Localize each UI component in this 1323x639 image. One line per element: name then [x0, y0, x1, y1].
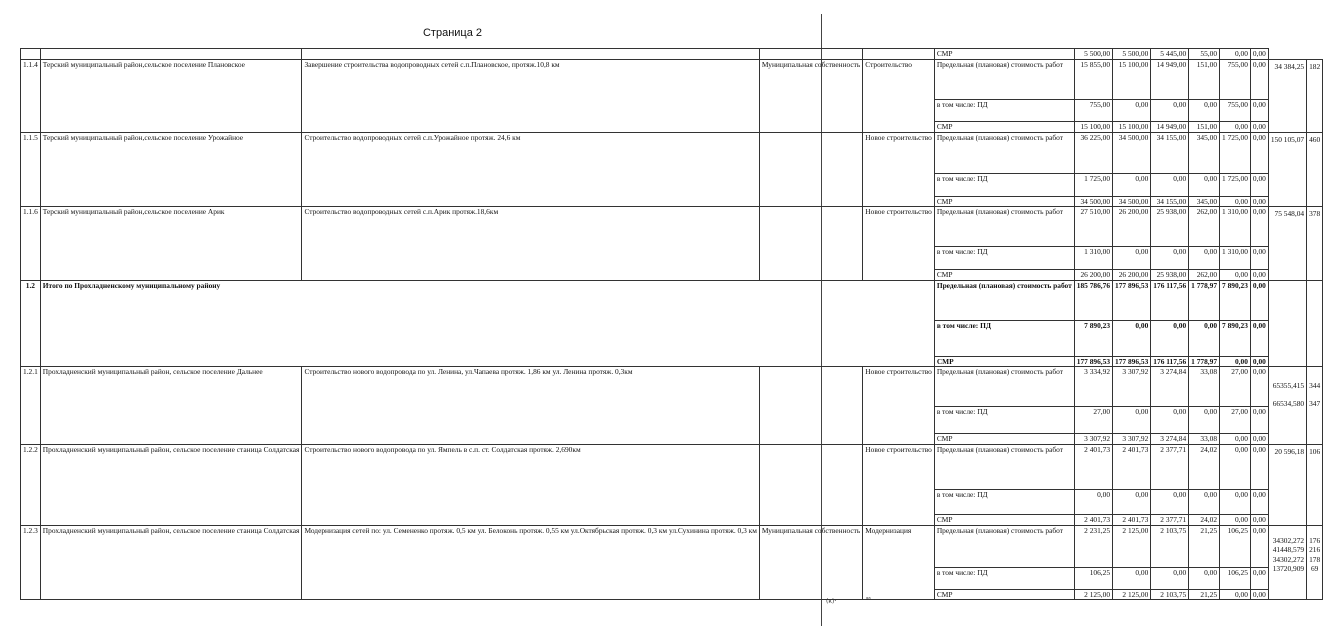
- value-cell: 0,00: [1151, 100, 1189, 122]
- row-number: 1.1.6: [21, 207, 41, 281]
- last-cell: [1307, 60, 1323, 133]
- value-cell: 0,00: [1250, 247, 1268, 270]
- code-value: 178: [1309, 554, 1321, 564]
- object-row: [21, 132, 1323, 173]
- value-cell: 0,00: [1250, 270, 1268, 281]
- value-cell: 755,00: [1220, 100, 1251, 122]
- value-cell: 0,00: [1220, 196, 1251, 207]
- object-row: [21, 367, 1323, 407]
- extra-cell: [1268, 207, 1306, 281]
- value-cell: 7 890,23: [1074, 320, 1112, 356]
- value-cell: 1 778,97: [1189, 356, 1220, 367]
- value-cell: 0,00: [1250, 514, 1268, 525]
- value-cell: 0,00: [1113, 247, 1151, 270]
- value-cell: 0,00: [1250, 280, 1268, 320]
- empty-cell: [1307, 49, 1323, 60]
- value-cell: 0,00: [1250, 444, 1268, 489]
- value-cell: 0,00: [1250, 320, 1268, 356]
- value-cell: 3 307,92: [1113, 434, 1151, 445]
- value-cell: 34 500,00: [1113, 196, 1151, 207]
- table-body: [21, 49, 1323, 600]
- value-cell: 0,00: [1113, 173, 1151, 196]
- cost-value: 150 105,07: [1270, 134, 1305, 144]
- value-cell: 0,00: [1250, 100, 1268, 122]
- value-cell: 0,00: [1220, 489, 1251, 514]
- value-cell: 0,00: [1250, 122, 1268, 133]
- value-cell: 27,00: [1220, 407, 1251, 434]
- value-cell: 0,00: [1250, 356, 1268, 367]
- last-cell: [1307, 207, 1323, 281]
- object-cell: Строительство нового водопровода по ул. Ленина, ул.Чапаева протяж. 1,86 км ул. Ленина протяж. 0,3км: [302, 367, 759, 445]
- row-number: 1.1.4: [21, 60, 41, 133]
- extra-cell: [1268, 525, 1306, 600]
- stage-label: в том числе: ПД: [934, 247, 1074, 270]
- value-cell: 0,00: [1250, 207, 1268, 247]
- code-value: 182: [1309, 62, 1321, 71]
- value-cell: 177 896,53: [1113, 280, 1151, 320]
- value-cell: 7 890,23: [1220, 320, 1251, 356]
- value-cell: 0,00: [1220, 444, 1251, 489]
- last-cell: [1307, 525, 1323, 600]
- value-cell: 0,00: [1189, 489, 1220, 514]
- row-number: 1.2.1: [21, 367, 41, 445]
- object-row: [21, 207, 1323, 247]
- value-cell: 15 855,00: [1074, 60, 1112, 100]
- value-cell: 2 377,71: [1151, 444, 1189, 489]
- value-cell: 0,00: [1220, 356, 1251, 367]
- cost-value: 13720,909: [1272, 564, 1305, 574]
- value-cell: 0,00: [1250, 49, 1268, 60]
- value-cell: 1 725,00: [1074, 173, 1112, 196]
- last-cell: [1307, 444, 1323, 525]
- row-number: 1.2.2: [21, 444, 41, 525]
- kind-cell: Модернизация: [863, 525, 935, 600]
- stage-label: СМР: [934, 49, 1074, 60]
- value-cell: 0,00: [1151, 567, 1189, 589]
- value-cell: 0,00: [1189, 320, 1220, 356]
- value-cell: 3 334,92: [1074, 367, 1112, 407]
- value-cell: 1 310,00: [1220, 207, 1251, 247]
- row-number: 1.2: [21, 280, 41, 367]
- extra-cell: [1268, 367, 1306, 445]
- ownership-cell: [759, 207, 862, 281]
- cost-value: 65355,415: [1272, 381, 1305, 391]
- code-value: 176: [1309, 535, 1321, 545]
- value-cell: 1 310,00: [1220, 247, 1251, 270]
- ownership-cell: [759, 132, 862, 207]
- value-cell: 177 896,53: [1113, 356, 1151, 367]
- value-cell: 0,00: [1250, 173, 1268, 196]
- code-value: 69: [1310, 564, 1319, 574]
- stage-label: Предельная (плановая) стоимость работ: [934, 60, 1074, 100]
- stage-label: в том числе: ПД: [934, 407, 1074, 434]
- continuation-row: [21, 49, 1323, 60]
- value-cell: 2 401,73: [1113, 514, 1151, 525]
- value-cell: 262,00: [1189, 270, 1220, 281]
- value-cell: 0,00: [1250, 434, 1268, 445]
- total-row: [21, 280, 1323, 320]
- value-cell: 3 307,92: [1074, 434, 1112, 445]
- object-cell: Строительство нового водопровода по ул. Ямпель в с.п. ст. Солдатская протяж. 2,690км: [302, 444, 759, 525]
- value-cell: 0,00: [1250, 407, 1268, 434]
- value-cell: 1 310,00: [1074, 247, 1112, 270]
- stage-label: в том числе: ПД: [934, 100, 1074, 122]
- object-cell: Завершение строительства водопроводных сетей с.п.Плановское, протяж.10,8 км: [302, 60, 759, 133]
- cost-value: 34302,272: [1272, 535, 1305, 545]
- value-cell: 0,00: [1189, 407, 1220, 434]
- value-cell: 15 100,00: [1113, 60, 1151, 100]
- stage-label: в том числе: ПД: [934, 173, 1074, 196]
- stage-label: Предельная (плановая) стоимость работ: [934, 280, 1074, 320]
- code-value: 106: [1309, 446, 1321, 456]
- value-cell: 25 938,00: [1151, 207, 1189, 247]
- value-cell: 15 100,00: [1074, 122, 1112, 133]
- owner-cell: Прохладненский муниципальный район, сельское поселение станица Солдатская: [40, 444, 302, 525]
- value-cell: 0,00: [1250, 196, 1268, 207]
- stage-label: Предельная (плановая) стоимость работ: [934, 367, 1074, 407]
- value-cell: 3 274,84: [1151, 367, 1189, 407]
- value-cell: 2 231,25: [1074, 525, 1112, 567]
- object-row: [21, 444, 1323, 489]
- stage-label: Предельная (плановая) стоимость работ: [934, 444, 1074, 489]
- empty-cell: [759, 49, 862, 60]
- stage-label: СМР: [934, 270, 1074, 281]
- value-cell: 34 155,00: [1151, 196, 1189, 207]
- value-cell: 0,00: [1250, 132, 1268, 173]
- value-cell: 5 500,00: [1113, 49, 1151, 60]
- value-cell: 1 725,00: [1220, 173, 1251, 196]
- value-cell: 33,08: [1189, 434, 1220, 445]
- value-cell: 345,00: [1189, 132, 1220, 173]
- owner-cell: Прохладненский муниципальный район, сельское поселение Дальнее: [40, 367, 302, 445]
- value-cell: 0,00: [1113, 407, 1151, 434]
- code-value: 378: [1309, 209, 1321, 219]
- owner-cell: Терский муниципальный район,сельское поселение Урожайное: [40, 132, 302, 207]
- object-row: [21, 525, 1323, 567]
- value-cell: 0,00: [1220, 122, 1251, 133]
- row-number: 1.1.5: [21, 132, 41, 207]
- value-cell: 34 500,00: [1113, 132, 1151, 173]
- value-cell: 0,00: [1220, 434, 1251, 445]
- value-cell: 27,00: [1220, 367, 1251, 407]
- cost-value: 75 548,04: [1274, 209, 1305, 219]
- row-number: 1.2.3: [21, 525, 41, 600]
- owner-cell: Терский муниципальный район,сельское поселение Арик: [40, 207, 302, 281]
- kind-cell: Новое строительство: [863, 367, 935, 445]
- value-cell: 0,00: [1220, 49, 1251, 60]
- value-cell: 5 445,00: [1151, 49, 1189, 60]
- value-cell: 0,00: [1113, 489, 1151, 514]
- value-cell: 151,00: [1189, 60, 1220, 100]
- value-cell: 0,00: [1189, 100, 1220, 122]
- value-cell: 0,00: [1250, 489, 1268, 514]
- stage-label: Предельная (плановая) стоимость работ: [934, 132, 1074, 173]
- value-cell: 55,00: [1189, 49, 1220, 60]
- ownership-cell: [759, 367, 862, 445]
- value-cell: 27,00: [1074, 407, 1112, 434]
- value-cell: 3 274,84: [1151, 434, 1189, 445]
- value-cell: 3 307,92: [1113, 367, 1151, 407]
- value-cell: 0,00: [1220, 270, 1251, 281]
- value-cell: 24,02: [1189, 444, 1220, 489]
- value-cell: 34 500,00: [1074, 196, 1112, 207]
- object-row: [21, 60, 1323, 100]
- value-cell: 33,08: [1189, 367, 1220, 407]
- stage-label: Предельная (плановая) стоимость работ: [934, 525, 1074, 567]
- value-cell: 14 949,00: [1151, 122, 1189, 133]
- value-cell: 2 401,73: [1074, 444, 1112, 489]
- value-cell: 0,00: [1151, 247, 1189, 270]
- value-cell: 262,00: [1189, 207, 1220, 247]
- value-cell: 27 510,00: [1074, 207, 1112, 247]
- stage-label: СМР: [934, 434, 1074, 445]
- value-cell: 0,00: [1151, 489, 1189, 514]
- kind-cell: Строительство: [863, 60, 935, 133]
- value-cell: 2 103,75: [1151, 525, 1189, 567]
- empty-cell: [302, 49, 759, 60]
- empty-cell: [40, 49, 302, 60]
- value-cell: 177 896,53: [1074, 356, 1112, 367]
- kind-cell: Новое строительство: [863, 132, 935, 207]
- value-cell: 26 200,00: [1074, 270, 1112, 281]
- value-cell: 26 200,00: [1113, 207, 1151, 247]
- value-cell: 106,25: [1074, 567, 1112, 589]
- kind-cell: Новое строительство: [863, 207, 935, 281]
- value-cell: 21,25: [1189, 589, 1220, 600]
- value-cell: 36 225,00: [1074, 132, 1112, 173]
- last-cell: [1307, 367, 1323, 445]
- object-cell: Строительство водопроводных сетей с.п.Арик протяж.18,6км: [302, 207, 759, 281]
- value-cell: 2 125,00: [1113, 525, 1151, 567]
- value-cell: 106,25: [1220, 525, 1251, 567]
- last-cell: [1307, 132, 1323, 207]
- stage-label: в том числе: ПД: [934, 567, 1074, 589]
- cost-value: 34 384,25: [1274, 62, 1305, 71]
- value-cell: 2 401,73: [1074, 514, 1112, 525]
- code-value: 347: [1309, 398, 1321, 408]
- value-cell: 0,00: [1151, 407, 1189, 434]
- value-cell: 0,00: [1220, 589, 1251, 600]
- value-cell: 0,00: [1189, 173, 1220, 196]
- cost-value: 66534,580: [1272, 398, 1305, 408]
- value-cell: 2 125,00: [1074, 589, 1112, 600]
- value-cell: 185 786,76: [1074, 280, 1112, 320]
- value-cell: 26 200,00: [1113, 270, 1151, 281]
- stage-label: в том числе: ПД: [934, 489, 1074, 514]
- cost-value: 20 596,18: [1274, 446, 1305, 456]
- stage-label: СМР: [934, 589, 1074, 600]
- value-cell: 0,00: [1220, 514, 1251, 525]
- kind-cell: Новое строительство: [863, 444, 935, 525]
- value-cell: 2 125,00: [1113, 589, 1151, 600]
- value-cell: 0,00: [1151, 320, 1189, 356]
- value-cell: 0,00: [1250, 589, 1268, 600]
- stage-label: СМР: [934, 514, 1074, 525]
- stage-label: СМР: [934, 356, 1074, 367]
- stage-label: СМР: [934, 122, 1074, 133]
- value-cell: 0,00: [1250, 367, 1268, 407]
- code-value: 460: [1309, 134, 1321, 144]
- handwritten-mark: (к)ᵛ: [826, 598, 837, 605]
- value-cell: 0,00: [1113, 320, 1151, 356]
- value-cell: 15 100,00: [1113, 122, 1151, 133]
- value-cell: 0,00: [1151, 173, 1189, 196]
- cost-value: 34302,272: [1272, 554, 1305, 564]
- stage-label: СМР: [934, 196, 1074, 207]
- value-cell: 176 117,56: [1151, 356, 1189, 367]
- extra-cell: [1268, 132, 1306, 207]
- value-cell: 0,00: [1250, 567, 1268, 589]
- stage-label: Предельная (плановая) стоимость работ: [934, 207, 1074, 247]
- empty-cell: [21, 49, 41, 60]
- value-cell: 0,00: [1189, 247, 1220, 270]
- budget-table: [20, 48, 1323, 600]
- value-cell: 24,02: [1189, 514, 1220, 525]
- value-cell: 1 778,97: [1189, 280, 1220, 320]
- code-value: 344: [1309, 381, 1321, 391]
- value-cell: 5 500,00: [1074, 49, 1112, 60]
- value-cell: 0,00: [1250, 525, 1268, 567]
- value-cell: 755,00: [1220, 60, 1251, 100]
- owner-cell: Терский муниципальный район,сельское поселение Плановское: [40, 60, 302, 133]
- stage-label: в том числе: ПД: [934, 320, 1074, 356]
- ownership-cell: Муниципальная собственность: [759, 525, 862, 600]
- value-cell: 106,25: [1220, 567, 1251, 589]
- value-cell: 0,00: [1113, 567, 1151, 589]
- object-cell: Строительство водопроводных сетей с.п.Урожайное протяж. 24,6 км: [302, 132, 759, 207]
- value-cell: 345,00: [1189, 196, 1220, 207]
- ownership-cell: [759, 444, 862, 525]
- owner-cell: Прохладненский муниципальный район, сельское поселение станица Солдатская: [40, 525, 302, 600]
- value-cell: 755,00: [1074, 100, 1112, 122]
- value-cell: 25 938,00: [1151, 270, 1189, 281]
- extra-cell: [1268, 444, 1306, 525]
- value-cell: 0,00: [1189, 567, 1220, 589]
- value-cell: 2 103,75: [1151, 589, 1189, 600]
- empty-cell: [1307, 280, 1323, 367]
- value-cell: 21,25: [1189, 525, 1220, 567]
- value-cell: 0,00: [1113, 100, 1151, 122]
- ownership-cell: Муниципальная собственность: [759, 60, 862, 133]
- page-header: Страница 2: [422, 27, 483, 39]
- value-cell: 7 890,23: [1220, 280, 1251, 320]
- value-cell: 34 155,00: [1151, 132, 1189, 173]
- empty-cell: [1268, 280, 1306, 367]
- value-cell: 2 401,73: [1113, 444, 1151, 489]
- code-value: 216: [1309, 545, 1321, 555]
- value-cell: 151,00: [1189, 122, 1220, 133]
- object-cell: Модернизация сетей по: ул. Семененко протяж. 0,5 км ул. Белоконь протяж. 0,55 км ул.Октябрьская протяж. 0,3 км ул.Сухинина протяж. 0,3 км: [302, 525, 759, 600]
- value-cell: 14 949,00: [1151, 60, 1189, 100]
- value-cell: 0,00: [1074, 489, 1112, 514]
- empty-cell: [863, 49, 935, 60]
- value-cell: 2 377,71: [1151, 514, 1189, 525]
- empty-cell: [1268, 49, 1306, 60]
- cost-value: 41448,579: [1272, 545, 1305, 555]
- value-cell: 176 117,56: [1151, 280, 1189, 320]
- total-label: Итого по Прохладненскому муниципальному району: [40, 280, 934, 367]
- value-cell: 1 725,00: [1220, 132, 1251, 173]
- handwritten-mark: ᵍᵃ: [866, 596, 871, 603]
- extra-cell: [1268, 60, 1306, 133]
- value-cell: 0,00: [1250, 60, 1268, 100]
